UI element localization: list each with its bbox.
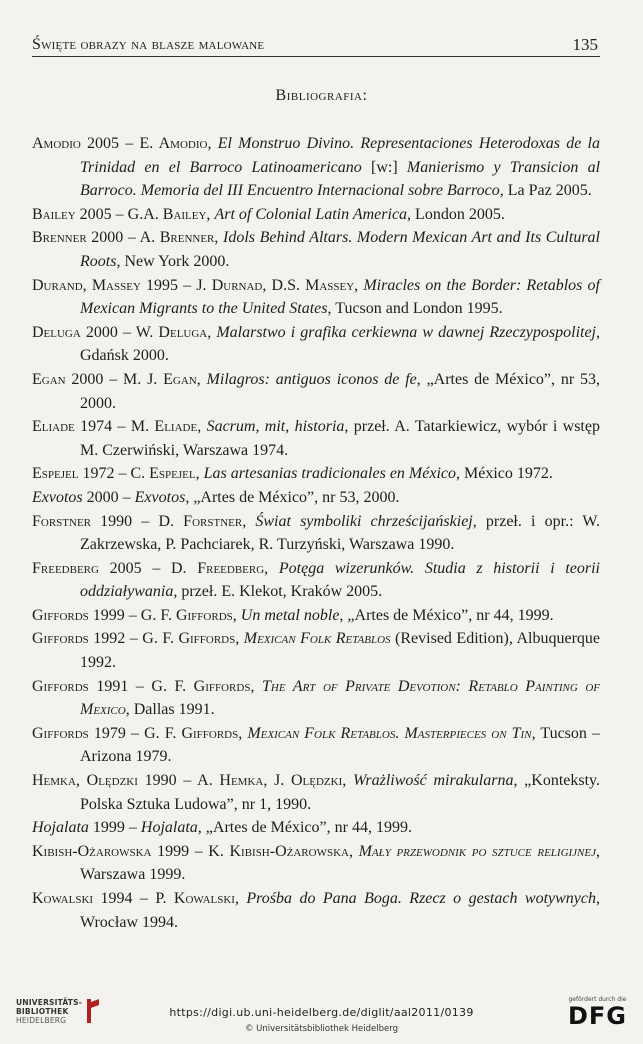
entry-text: , przeł. E. Klekot, Kraków 2005. — [173, 583, 383, 601]
entry-text: Brenner 2000 – A. Brenner, — [32, 229, 223, 247]
section-heading: Bibliografia: — [275, 87, 368, 104]
entry-text: El Monstruo Divino. Representaciones Heterodoxas de la Trinidad en el Barroco Latinoamericano — [80, 135, 600, 176]
library-name-line3: HEIDELBERG — [16, 1016, 67, 1025]
entry-text: Giffords 1991 – G. F. Giffords, — [32, 677, 262, 695]
entry-text: , „Artes de México”, nr 53, 2000. — [185, 488, 400, 506]
bibliography-entry — [32, 462, 600, 486]
bibliography-entry — [32, 769, 600, 816]
entry-text: , New York 2000. — [116, 252, 230, 270]
entry-text: Forstner 1990 – D. Forstner, — [32, 512, 256, 530]
bibliography-entry — [32, 887, 600, 934]
entry-text: , México 1972. — [456, 465, 553, 483]
entry-text: Art of Colonial Latin America — [214, 205, 408, 223]
entry-text: Amodio 2005 – E. Amodio, — [32, 135, 218, 152]
entry-text: Giffords 1999 – G. F. Giffords, — [32, 606, 241, 624]
dfg-logo[interactable] — [568, 996, 627, 1029]
entry-text: , Warszawa 1999. — [80, 842, 600, 884]
entry-text: Giffords 1979 – G. F. Giffords, — [32, 724, 248, 742]
entry-text: Hojalata — [32, 819, 89, 837]
entry-text: Deluga 2000 – W. Deluga, — [32, 323, 217, 341]
bibliography-entry — [32, 226, 600, 273]
entry-text: Idols Behind Altars. Modern Mexican Art and Its Cultural Roots — [80, 229, 600, 270]
running-header — [32, 36, 600, 57]
entry-text: Freedberg 2005 – D. Freedberg, — [32, 559, 279, 577]
entry-text: Wrażliwość mirakularna — [352, 772, 514, 790]
entry-text: Eliade 1974 – M. Eliade, — [32, 418, 207, 436]
entry-text: , „Artes de México”, nr 44, 1999. — [197, 819, 412, 837]
bibliography-entry — [32, 675, 600, 722]
entry-text: Manierismo y Transicion al Barroco. Memoria del III Encuentro Internacional sobre Barroco — [80, 158, 601, 200]
entry-text: , La Paz 2005. — [499, 182, 592, 200]
copyright-notice: © Universitätsbibliothek Heidelberg — [244, 1024, 398, 1034]
entry-text: 1999 – — [88, 819, 141, 837]
entry-text: Miracles on the Border: Retablos of Mexican Migrants to the United States — [80, 276, 601, 318]
bibliography-entry — [32, 557, 600, 604]
bibliography-entry — [32, 415, 600, 462]
entry-text: Malarstwo i grafika cerkiewna w dawnej Rzeczypospolitej — [216, 323, 597, 341]
bibliography-entry — [32, 604, 600, 628]
dfg-note: gefördert durch die — [568, 996, 627, 1003]
entry-text: Giffords 1992 – G. F. Giffords, — [32, 630, 244, 648]
bibliography-entry — [32, 840, 600, 887]
bibliography-list — [32, 132, 600, 934]
entry-text: The Art of Private Devotion: Retablo Painting of Mexico — [80, 677, 600, 719]
entry-text: Exvotos — [134, 488, 186, 506]
source-url-link[interactable]: https://digi.ub.uni-heidelberg.de/diglit/aal2011/0139 — [169, 1006, 474, 1019]
bibliography-entry — [32, 274, 600, 321]
entry-text: 2000 – — [82, 488, 135, 506]
entry-text: , Tucson and London 1995. — [327, 300, 503, 318]
entry-text: Exvotos — [32, 488, 83, 506]
entry-text: , przeł. A. Tatarkiewicz, wybór i wstęp M. Czerwiński, Warszawa 1974. — [80, 418, 600, 459]
bibliography-entry — [32, 510, 600, 557]
entry-text: Las artesanias tradicionales en México — [203, 465, 456, 483]
entry-text: Mexican Folk Retablos — [243, 630, 391, 648]
bibliography-entry — [32, 722, 600, 769]
library-name-line1: UNIVERSITÄTS- — [16, 998, 83, 1007]
entry-text: , przeł. i opr.: W. Zakrzewska, P. Pachciarek, R. Turzyński, Warszawa 1990. — [80, 512, 601, 554]
bibliography-entry — [32, 486, 600, 510]
entry-text: Hojalata — [140, 819, 198, 837]
bibliography-entry — [32, 132, 600, 203]
library-name-line2: BIBLIOTHEK — [16, 1007, 69, 1016]
entry-text: Milagros: antiguos iconos de fe — [206, 370, 417, 388]
bibliography-entry — [32, 203, 600, 227]
entry-text: (Revised Edition), Albuquerque 1992. — [80, 630, 600, 672]
entry-text: Kibish-Ożarowska 1999 – K. Kibish-Ożarowska, — [32, 842, 359, 860]
bibliography-entry — [32, 321, 600, 368]
entry-text: Kowalski 1994 – P. Kowalski, — [32, 890, 247, 907]
entry-text: , „Artes de México”, nr 53, 2000. — [80, 370, 600, 412]
entry-text: , „Konteksty. Polska Sztuka Ludowa”, nr 1, 1990. — [80, 772, 600, 813]
entry-text: Potęga wizerunków. Studia z historii i teorii oddziaływania — [80, 559, 600, 601]
entry-text: Mexican Folk Retablos. Masterpieces on Tin — [247, 724, 532, 742]
entry-text: Bailey 2005 – G.A. Bailey, — [32, 205, 215, 223]
bibliography-entry — [32, 368, 600, 415]
entry-text: , London 2005. — [407, 205, 505, 223]
bibliography-entry — [32, 627, 600, 674]
entry-text: Espejel 1972 – C. Espejel, — [32, 465, 204, 483]
entry-text: , „Artes de México”, nr 44, 1999. — [339, 606, 554, 624]
entry-text: Un metal noble — [240, 606, 340, 624]
entry-text: , Gdańsk 2000. — [80, 323, 601, 365]
dfg-logo-text: DFG — [567, 1002, 627, 1030]
entry-text: Egan 2000 – M. J. Egan, — [32, 370, 207, 388]
entry-text: , Tucson – Arizona 1979. — [80, 724, 601, 766]
entry-text: , Dallas 1991. — [125, 701, 215, 719]
entry-text: Durand, Massey 1995 – J. Durnad, D.S. Massey, — [32, 276, 364, 294]
bibliography-entry — [32, 816, 600, 840]
entry-text: Prośba do Pana Boga. Rzecz o gestach wotywnych — [246, 890, 596, 907]
entry-text: , Wrocław 1994. — [80, 890, 600, 931]
entry-text: [w:] — [361, 158, 407, 176]
entry-text: Świat symboliki chrześcijańskiej — [255, 512, 473, 530]
running-title: Święte obrazy na blasze malowane — [32, 36, 265, 53]
entry-text: Sacrum, mit, historia — [206, 418, 345, 436]
entry-text: Hemka, Olędzki 1990 – A. Hemka, J. Olędzki, — [32, 772, 353, 790]
entry-text: Mały przewodnik po sztuce religijnej — [358, 842, 596, 860]
page-footer — [0, 994, 643, 1044]
page-number: 135 — [572, 35, 598, 54]
